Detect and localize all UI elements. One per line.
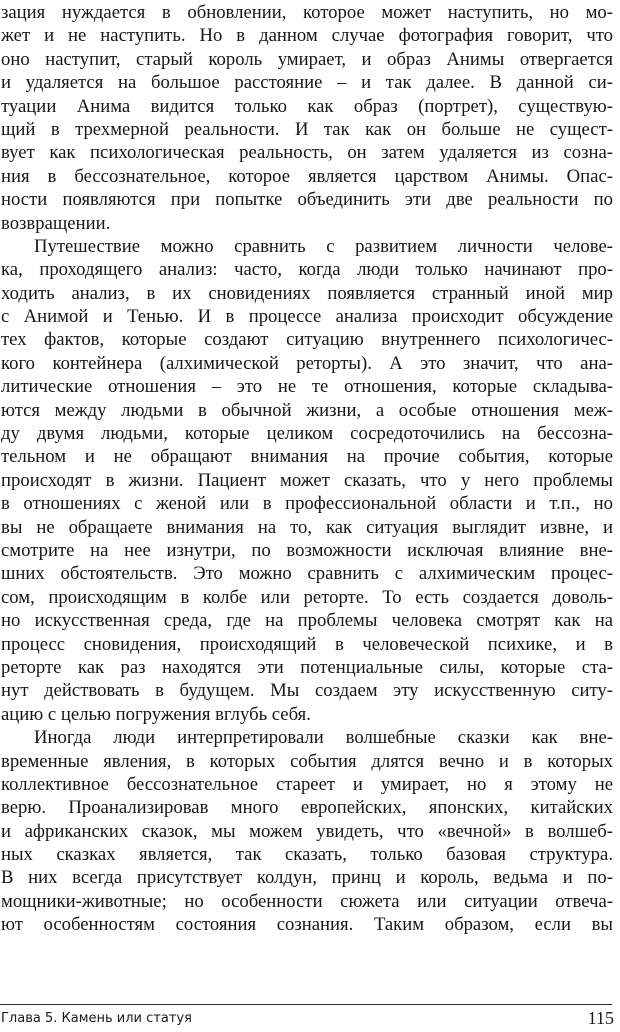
text-line: В них всегда присутствует колдун, принц и король, ведьма и по-	[1, 867, 613, 889]
page-number: 115	[587, 1008, 614, 1028]
text-line: ка, проходящего анализ: часто, когда люди только начинают про-	[1, 259, 613, 281]
text-line: нут действовать в будущем. Мы создаем эту искусственную ситу-	[1, 680, 613, 702]
text-line: ности появляются при попытке объединить эти две реальности по	[1, 189, 613, 211]
text-line: мощники-животные; но особенности сюжета или ситуации отвеча-	[1, 890, 613, 912]
text-line: тельном и не обращают внимания на прочие события, которые	[1, 446, 613, 468]
text-line: сом, происходящим в колбе или реторте. То есть создается доволь-	[1, 586, 613, 608]
text-line: с Анимой и Тенью. И в процессе анализа происходит обсуждение	[1, 306, 613, 328]
text-line: и удаляется на большое расстояние – и так далее. В данной си-	[1, 72, 613, 94]
text-line: коллективное бессознательное стареет и умирает, но я этому не	[1, 773, 613, 795]
text-line: временные явления, в которых события длятся вечно и в которых	[1, 750, 613, 772]
text-line: жет и не наступить. Но в данном случае фотография говорит, что	[1, 25, 613, 47]
text-line: ду двумя людьми, которые целиком сосредоточились на бессозна-	[1, 423, 613, 445]
text-line: щий в трехмерной реальности. И так как он больше не сущест-	[1, 118, 613, 140]
paragraph-start-line: Путешествие можно сравнить с развитием личности челове-	[34, 235, 613, 257]
body-text	[1, 1, 613, 937]
text-line: тех фактов, которые создают ситуацию внутреннего психологичес-	[1, 329, 613, 351]
text-line: зация нуждается в обновлении, которое может наступить, но мо-	[1, 2, 613, 23]
running-footer-chapter: Глава 5. Камень или статуя	[1, 1011, 192, 1026]
text-line: туации Анима видится только как образ (портрет), существую-	[1, 95, 613, 117]
footer-divider	[0, 1004, 612, 1005]
text-line: ются между людьми в обычной жизни, а особые отношения меж-	[1, 399, 613, 421]
text-line: ацию с целью погружения вглубь себя.	[1, 703, 311, 725]
text-line: возвращении.	[1, 212, 111, 234]
text-line: но искусственная среда, где на проблемы человека смотрят как на	[1, 610, 613, 632]
text-line: оно наступит, старый король умирает, и образ Анимы отвергается	[1, 48, 613, 70]
text-line: происходят в жизни. Пациент может сказать, что у него проблемы	[1, 469, 613, 491]
text-line: процесс сновидения, происходящий в человеческой психике, и в	[1, 633, 613, 655]
text-line: смотрите на нее изнутри, по возможности исключая влияние вне-	[1, 539, 613, 561]
text-line: шних обстоятельств. Это можно сравнить с алхимическим процес-	[1, 563, 613, 585]
text-line: реторте как раз находятся эти потенциальные силы, которые ста-	[1, 656, 613, 678]
text-line: и африканских сказок, мы можем увидеть, что «вечной» в волшеб-	[1, 820, 613, 842]
text-line: в отношениях с женой или в профессиональной области и т.п., но	[1, 493, 613, 515]
text-line: верю. Проанализировав много европейских, японских, китайских	[1, 797, 613, 819]
text-line: литические отношения – это не те отношения, которые складыва-	[1, 376, 613, 398]
text-line: ния в бессознательное, которое является царством Анимы. Опас-	[1, 165, 613, 187]
text-line: кого контейнера (алхимической реторты). А это значит, что ана-	[1, 352, 613, 374]
text-line: ют особенностям состояния сознания. Таким образом, если вы	[1, 914, 613, 936]
paragraph-start-line: Иногда люди интерпретировали волшебные сказки как вне-	[34, 727, 613, 749]
text-line: ходить анализ, в их сновидениях появляется странный иной мир	[1, 282, 613, 304]
text-line: вы не обращаете внимания на то, как ситуация выглядит извне, и	[1, 516, 613, 538]
text-line: вует как психологическая реальность, он затем удаляется из созна-	[1, 142, 613, 164]
text-line: ных сказках является, так сказать, только базовая структура.	[1, 844, 613, 866]
